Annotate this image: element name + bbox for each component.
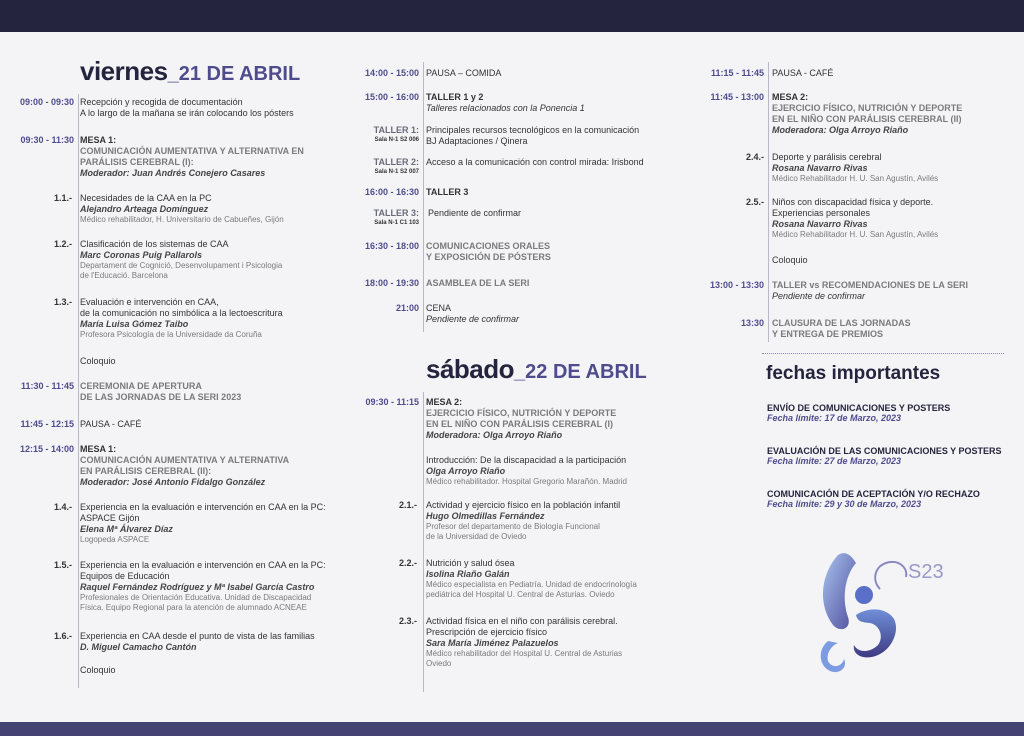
agenda-item: 09:30 - 11:15 MESA 2: EJERCICIO FÍSICO, NUTRICIÓN Y DEPORTE EN EL NIÑO CON PARÁLISIS CEREBRAL (I) Moderadora: Olga Arroyo Riaño — [365, 397, 617, 440]
agenda-item: 15:00 - 16:00 TALLER 1 y 2 Talleres relacionados con la Ponencia 1 — [364, 92, 585, 113]
logo-head — [855, 586, 873, 604]
agenda-item: 2.1.- Actividad y ejercicio físico en la población infantil Hugo Olmedillas Fernández Profesor del departamento de Biología Funcional de la Universidad de Oviedo — [398, 500, 621, 541]
agenda-item: 1.1.- Necesidades de la CAA en la PC Alejandro Arteaga Domínguez Médico rehabilitador, H. Universitario de Cabueñes, Gijón — [53, 193, 284, 224]
agenda-item: 1.3.- Evaluación e intervención en CAA, de la comunicación no simbólica a la lectoescritura María Luisa Gómez Taibo Profesora Psicología de la Universidade da Coruña — [53, 297, 283, 339]
agenda-item: TALLER 2: Sala N-1 S2 007 Acceso a la comunicación con control mirada: Irisbond — [373, 157, 644, 175]
agenda-item: 09:30 - 11:30 MESA 1: COMUNICACIÓN AUMENTATIVA Y ALTERNATIVA EN PARÁLISIS CEREBRAL (I): Moderador: Juan Andrés Conejero Casares — [20, 135, 304, 178]
logo-wheel — [854, 609, 896, 657]
agenda-item: 16:30 - 18:00 COMUNICACIONES ORALES Y EXPOSICIÓN DE PÓSTERS — [364, 241, 551, 262]
agenda-item: 14:00 - 15:00 PAUSA – COMIDA — [364, 68, 502, 78]
important-dates-title: fechas importantes — [766, 363, 941, 384]
agenda-item: 13:30 CLAUSURA DE LAS JORNADAS Y ENTREGA DE PREMIOS — [740, 318, 911, 339]
agenda-item: 1.6.- Experiencia en CAA desde el punto de vista de las familias D. Miguel Camacho Cantón — [53, 631, 315, 652]
important-date-entry: EVALUACIÓN DE LAS COMUNICACIONES Y POSTERS Fecha límite: 27 de Marzo, 2023 — [767, 446, 1002, 466]
agenda-item: 11:15 - 11:45 PAUSA - CAFÉ — [710, 68, 834, 78]
seri-logo — [808, 545, 948, 685]
agenda-item: 2.4.- Deporte y parálisis cerebral Rosana Navarro Rivas Médico Rehabilitador H. U. San Agustín, Avilés — [745, 152, 939, 183]
agenda-item: 09:00 - 09:30 Recepción y recogida de documentación A lo largo de la mañana se irán colocando los pósters — [19, 97, 294, 118]
divider — [762, 353, 1004, 354]
agenda-item: 18:00 - 19:30 ASAMBLEA DE LA SERI — [364, 278, 530, 288]
coloquio-label: Coloquio — [772, 255, 808, 265]
bottom-band — [0, 722, 1024, 736]
agenda-item: 11:45 - 13:00 MESA 2: EJERCICIO FÍSICO, NUTRICIÓN Y DEPORTE EN EL NIÑO CON PARÁLISIS CEREBRAL (II) Moderadora: Olga Arroyo Riaño — [710, 92, 963, 135]
agenda-item: 21:00 CENA Pendiente de confirmar — [395, 303, 520, 324]
agenda-item: 2.3.- Actividad física en el niño con parálisis cerebral. Prescripción de ejercicio físico Sara María Jiménez Palazuelos Médico rehabilitador del Hospital U. Central de Asturias Oviedo — [398, 616, 623, 668]
agenda-item: 1.2.- Clasificación de los sistemas de CAA Marc Coronas Puig Pallarols Departament de Cognició, Desenvolupament i Psicologia de l'Educació. Barcelona — [53, 239, 283, 280]
agenda-item: 1.4.- Experiencia en la evaluación e intervención en CAA en la PC: ASPACE Gijón Elena Mª Álvarez Díaz Logopeda ASPACE — [53, 502, 326, 544]
logo-s-curve — [875, 562, 906, 589]
agenda-item: 16:00 - 16:30 TALLER 3 — [364, 187, 469, 197]
top-band — [0, 0, 1024, 32]
logo-text: S23 — [908, 561, 944, 583]
agenda-item: 2.5.- Niños con discapacidad física y deporte. Experiencias personales Rosana Navarro Rivas Médico Rehabilitador H. U. San Agustín, Avilés — [745, 197, 939, 239]
important-date-entry: ENVÍO DE COMUNICACIONES Y POSTERS Fecha límite: 17 de Marzo, 2023 — [767, 403, 951, 423]
agenda-item: 2.2.- Nutrición y salud ósea Isolina Riaño Galán Médico especialista en Pediatría. Unidad de endocrinología pediátrica del Hospital U. Central de Asturias. Oviedo — [398, 558, 637, 599]
agenda-item: 13:00 - 13:30 TALLER vs RECOMENDACIONES DE LA SERI Pendiente de confirmar — [709, 280, 969, 301]
important-date-entry: COMUNICACIÓN DE ACEPTACIÓN Y/O RECHAZO Fecha límite: 29 y 30 de Marzo, 2023 — [767, 489, 980, 509]
logo-swoosh — [823, 553, 856, 629]
saturday-heading: sábado_22 DE ABRIL — [426, 354, 647, 384]
agenda-item: 12:15 - 14:00 MESA 1: COMUNICACIÓN AUMENTATIVA Y ALTERNATIVA EN PARÁLISIS CEREBRAL (II): Moderador: José Antonio Fidalgo González — [19, 444, 290, 487]
agenda-item: 11:45 - 12:15 PAUSA - CAFÉ — [20, 419, 142, 429]
agenda-item: Introducción: De la discapacidad a la participación Olga Arroyo Riaño Médico rehabilitador. Hospital Gregorio Marañón. Madrid — [426, 455, 627, 486]
friday-heading: viernes_21 DE ABRIL — [80, 56, 301, 86]
agenda-item: 11:30 - 11:45 CEREMONIA DE APERTURA DE LAS JORNADAS DE LA SERI 2023 — [20, 381, 242, 402]
agenda-item: TALLER 1: Sala N-1 S2 006 Principales recursos tecnológicos en la comunicación BJ Adaptaciones / Qinera — [373, 125, 640, 146]
coloquio-label: Coloquio — [80, 356, 116, 366]
coloquio-label: Coloquio — [80, 665, 116, 675]
agenda-item: 1.5.- Experiencia en la evaluación e intervención en CAA en la PC: Equipos de Educación Raquel Fernández Rodríguez y Mª Isabel García Castro Profesionales de Orientación Educativa. Unidad de Discapacidad Física. Equipo Regional para la atención de alumnado ACNEAE — [53, 560, 326, 612]
agenda-item: TALLER 3: Sala N-1 C1 103 Pendiente de confirmar — [373, 208, 522, 226]
logo-curl — [821, 641, 845, 672]
